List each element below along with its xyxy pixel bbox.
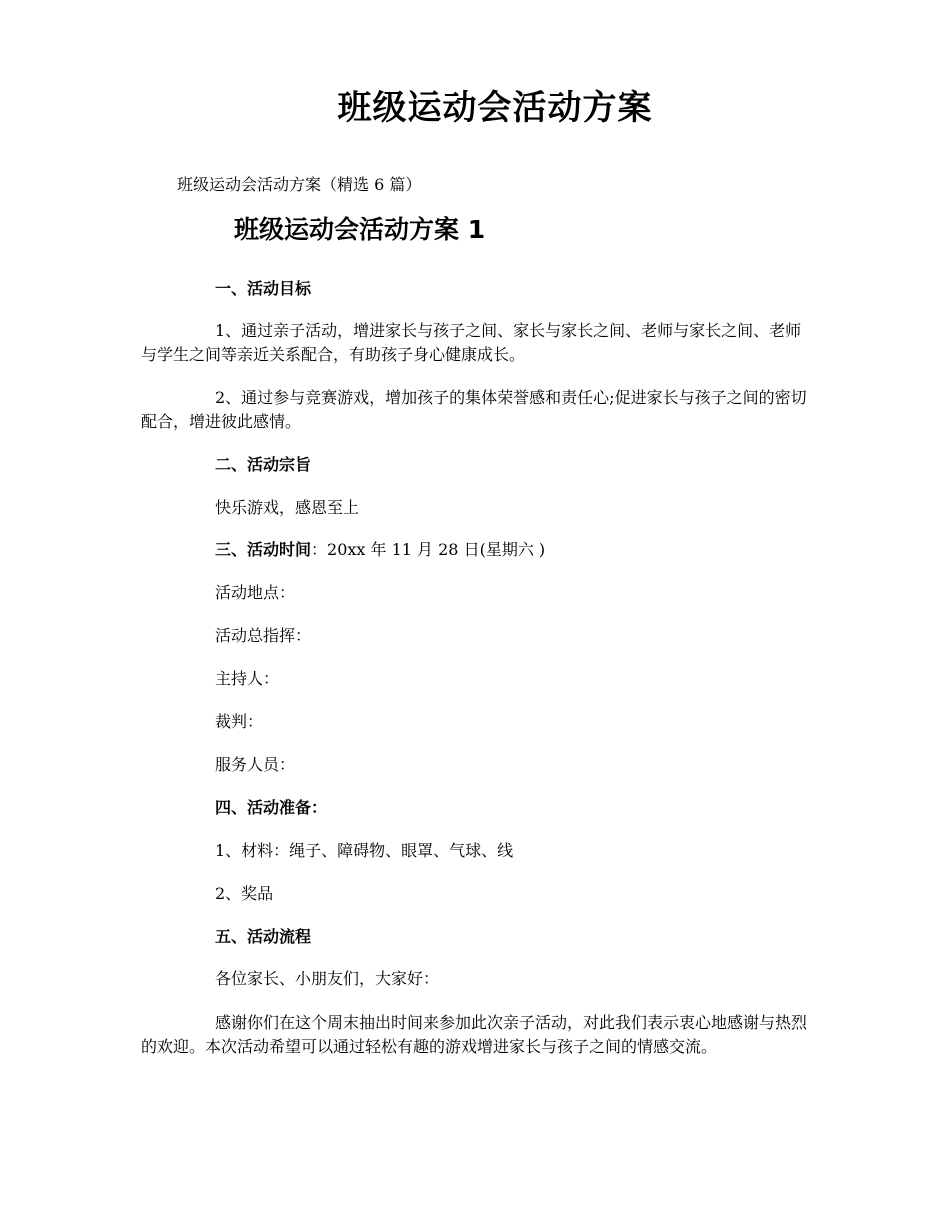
paragraph-purpose: 快乐游戏，感恩至上 bbox=[215, 498, 360, 517]
paragraph-commander: 活动总指挥： bbox=[215, 626, 312, 645]
heading-purpose: 二、活动宗旨 bbox=[215, 455, 312, 474]
section-title: 班级运动会活动方案 1 bbox=[234, 215, 486, 244]
heading-time-value: ：20xx 年 11 月 28 日(星期六 ) bbox=[311, 540, 546, 559]
paragraph-referee: 裁判： bbox=[215, 712, 264, 731]
heading-time-label: 三、活动时间 bbox=[215, 540, 312, 559]
heading-preparation: 四、活动准备： bbox=[215, 798, 328, 817]
paragraph-welcome: 感谢你们在这个周末抽出时间来参加此次亲子活动，对此我们表示衷心地感谢与热烈的欢迎。本次活动希望可以通过轻松有趣的游戏增进家长与孩子之间的情感交流。 bbox=[141, 1013, 808, 1056]
paragraph-staff: 服务人员： bbox=[215, 755, 296, 774]
document-title: 班级运动会活动方案 bbox=[337, 88, 653, 128]
paragraph-goal-2: 2、通过参与竞赛游戏，增加孩子的集体荣誉感和责任心;促进家长与孩子之间的密切配合，增进彼此感情。 bbox=[141, 388, 807, 431]
heading-goals: 一、活动目标 bbox=[215, 279, 312, 298]
paragraph-prizes: 2、奖品 bbox=[215, 884, 274, 903]
paragraph-host: 主持人： bbox=[215, 669, 280, 688]
paragraph-location: 活动地点： bbox=[215, 583, 296, 602]
heading-time bbox=[215, 538, 815, 562]
paragraph-materials: 1、材料：绳子、障碍物、眼罩、气球、线 bbox=[215, 841, 514, 860]
paragraph-goal-1: 1、通过亲子活动，增进家长与孩子之间、家长与家长之间、老师与家长之间、老师与学生之间等亲近关系配合，有助孩子身心健康成长。 bbox=[141, 321, 802, 364]
document-subtitle: 班级运动会活动方案（精选 6 篇） bbox=[177, 175, 422, 194]
heading-process: 五、活动流程 bbox=[215, 927, 312, 946]
paragraph-greeting: 各位家长、小朋友们，大家好： bbox=[215, 969, 440, 988]
